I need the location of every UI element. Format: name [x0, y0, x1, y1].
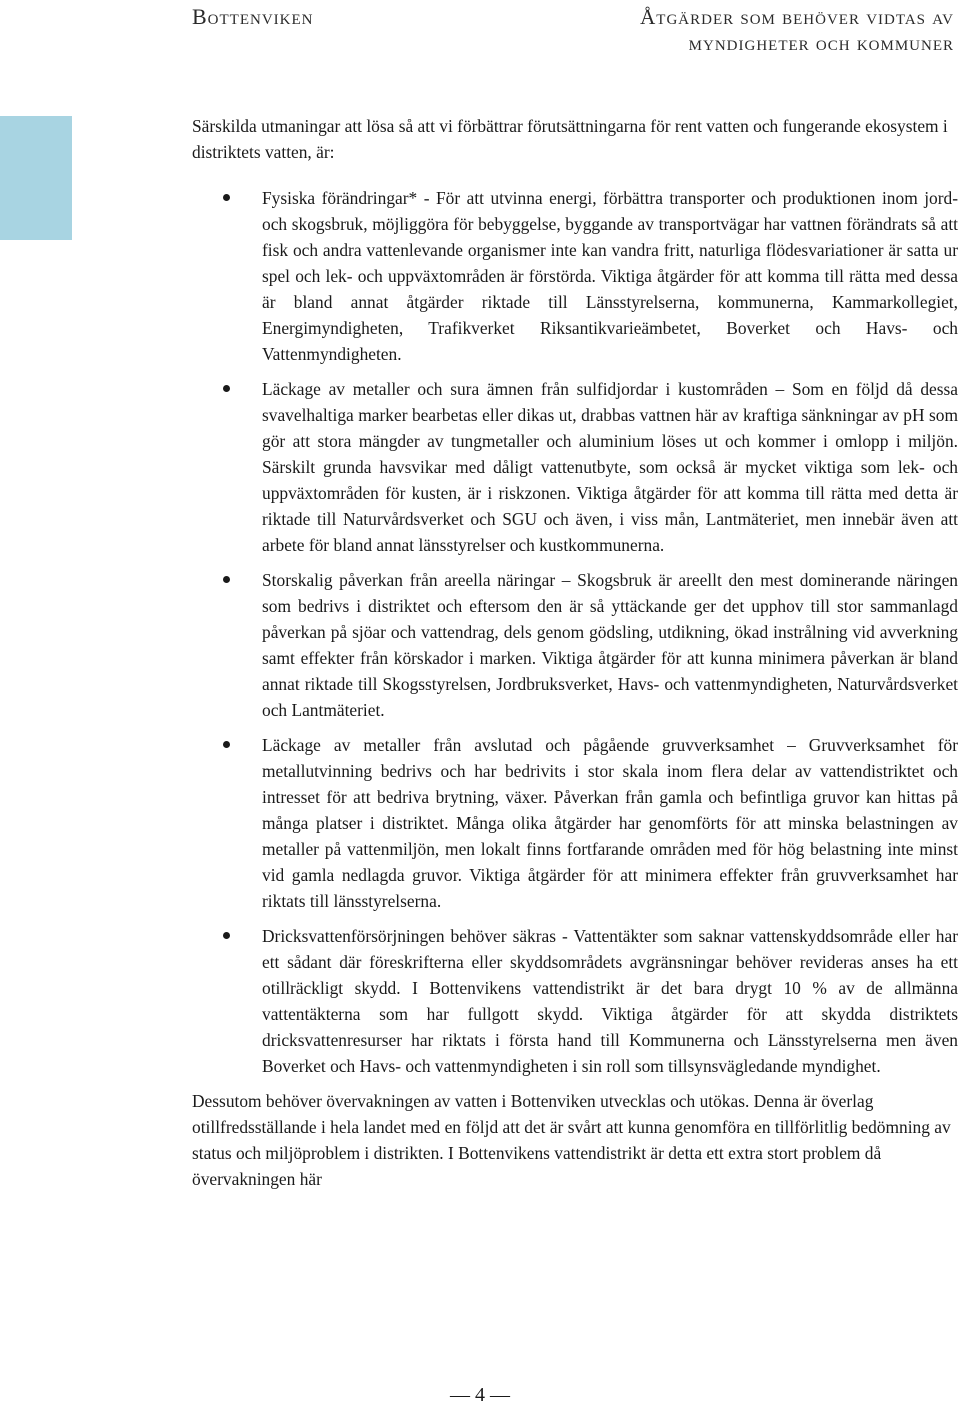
main-content: [192, 113, 958, 1192]
list-item: [192, 185, 958, 367]
page-number: — 4 —: [450, 1384, 510, 1406]
list-item: [192, 376, 958, 558]
closing-paragraph: Dessutom behöver övervakningen av vatten i Bottenviken utvecklas och utökas. Denna är överlag otillfredsställande i hela landet med en följd att det är svårt att kunna genomföra en tillförlitlig bedömning av status och miljöproblem i distrikten. I Bottenvikens vattendistrikt är detta ett extra stort problem då övervakningen här: [192, 1091, 951, 1189]
list-item-text: Läckage av metaller från avslutad och pågående gruvverksamhet – Gruvverksamhet för metallutvinning bedrivs och har bedrivits i stor skala inom flera delar av vattendistriktet och intresset för att bedriva brytning, växer. Påverkan från gamla och befintliga gruvor kan hittas på många platser i distriktet. Många olika åtgärder har genomförts för att minska belastningen av metaller på vattenmiljön, men lokalt finns fortfarande områden med för hög belastning inte minst vid gamla nedlagda gruvor. Viktiga åtgärder för att minimera effekter från gruvverksamhet har riktats till länsstyrelserna.: [262, 735, 958, 911]
bullet-icon: [223, 194, 230, 201]
list-item: [192, 732, 958, 914]
bullet-icon: [223, 741, 230, 748]
running-header-left: Bottenviken: [192, 4, 314, 29]
intro-paragraph: Särskilda utmaningar att lösa så att vi förbättrar förutsättningarna för rent vatten och fungerande ekosystem i distriktets vatten, är:: [192, 116, 948, 162]
list-item-text: Fysiska förändringar* - För att utvinna energi, förbättra transporter och produktionen inom jord- och skogsbruk, möjliggöra för bebyggelse, byggande av transportvägar har vattnen förändrats så att fisk och andra vattenlevande organismer inte kan vandra fritt, naturliga flödesvariationer är satta ur spel och lek- och uppväxtområden är förstörda. Viktiga åtgärder för att komma till rätta med dessa är bland annat åtgärder riktade till Länsstyrelserna, kommunerna, Kammarkollegiet, Energimyndigheten, Trafikverket Riksantikvarieämbetet, Boverket och Havs- och Vattenmyndigheten.: [262, 188, 958, 364]
list-item: [192, 923, 958, 1079]
side-tab-marker: [0, 116, 72, 240]
list-item: [192, 567, 958, 723]
running-header-right: Åtgärder som behöver vidtas av myndigheter och kommuner: [640, 5, 954, 55]
bullet-list: [192, 185, 958, 1079]
bullet-icon: [223, 932, 230, 939]
list-item-text: Storskalig påverkan från areella näringar – Skogsbruk är areellt den mest dominerande näringen som bedrivs i distriktet och eftersom den är så yttäckande ger det upphov till stor sammanlagd påverkan på sjöar och vattendrag, dels genom gödsling, utdikning, ökad instrålning vid avverkning samt effekter från körskador i marken. Viktiga åtgärder för att kunna minimera påverkan är bland annat riktade till Skogsstyrelsen, Jordbruksverket, Havs- och vattenmyndigheten, Naturvårdsverket och Lantmäteriet.: [262, 570, 958, 720]
bullet-icon: [223, 576, 230, 583]
list-item-text: Dricksvattenförsörjningen behöver säkras - Vattentäkter som saknar vattenskyddsområde eller har ett sådant där föreskrifterna eller skyddsområdets avgränsningar behöver revideras anses ha ett otillräckligt skydd. I Bottenvikens vattendistrikt är det bara drygt 10 % av de allmänna vattentäkterna som har fullgott skydd. Viktiga åtgärder för att skydda distriktets dricksvattenresurser har riktats i första hand till Kommunerna och Länsstyrelserna men även Boverket och Havs- och vattenmyndigheten i sin roll som tillsynsvägledande myndighet.: [262, 926, 958, 1076]
bullet-icon: [223, 385, 230, 392]
list-item-text: Läckage av metaller och sura ämnen från sulfidjordar i kustområden – Som en följd då dessa svavelhaltiga marker bearbetas eller dikas ut, drabbas vattnen här av kraftiga sänkningar av pH som gör att stora mängder av tungmetaller och aluminium löses ut och kommer i omlopp i miljön. Särskilt grunda havsvikar med dåligt vattenutbyte, som också är mycket viktiga som lek- och uppväxtområden för kusten, är i riskzonen. Viktiga åtgärder för att komma till rätta med detta är riktade till Naturvårdsverket och SGU och även, i viss mån, Lantmäteriet, men innebär även att arbete för bland annat länsstyrelser och kustkommunerna.: [262, 379, 958, 555]
